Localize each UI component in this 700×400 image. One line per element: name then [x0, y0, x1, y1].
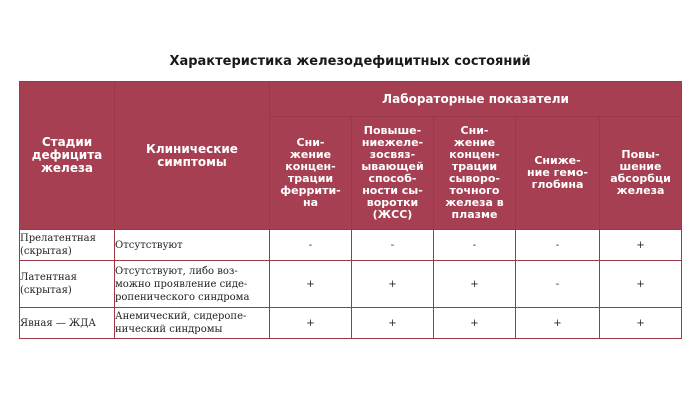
value-cell: + [516, 308, 600, 339]
stage-cell: Латентная (скрытая) [20, 261, 115, 308]
header-symptoms: Клинические симптомы [115, 82, 270, 230]
value-cell: + [352, 261, 434, 308]
header-stage: Стадии дефицита железа [20, 82, 115, 230]
table-row [20, 230, 682, 261]
value-cell: + [270, 308, 352, 339]
header-absorption: Повы- шение абсорбци железа [600, 117, 682, 230]
value-cell: - [516, 230, 600, 261]
table-row [20, 261, 682, 308]
stage-cell: Прелатентная (скрытая) [20, 230, 115, 261]
symptoms-cell: Отсутствуют [115, 230, 270, 261]
table-title: Характеристика железодефицитных состояний [169, 54, 531, 69]
value-cell: + [600, 261, 682, 308]
value-cell: + [352, 308, 434, 339]
iron-deficiency-table [19, 81, 682, 339]
symptoms-cell: Анемический, сидеропе- нический синдромы [115, 308, 270, 339]
header-lab: Лабораторные показатели [270, 82, 682, 117]
value-cell: - [434, 230, 516, 261]
symptoms-cell: Отсутствуют, либо воз- можно проявление сиде- ропенического синдрома [115, 261, 270, 308]
value-cell: + [270, 261, 352, 308]
value-cell: + [434, 261, 516, 308]
value-cell: + [434, 308, 516, 339]
value-cell: - [352, 230, 434, 261]
stage-cell: Явная — ЖДА [20, 308, 115, 339]
header-row-top [20, 82, 682, 117]
header-hemoglobin: Сниже- ние гемо- глобина [516, 117, 600, 230]
value-cell: + [600, 308, 682, 339]
value-cell: - [516, 261, 600, 308]
header-ferritin: Сни- жение концен- трации феррити- на [270, 117, 352, 230]
table-row [20, 308, 682, 339]
value-cell: + [600, 230, 682, 261]
header-serum-iron: Сни- жение концен- трации сыворо- точного железа в плазме [434, 117, 516, 230]
header-tibc: Повыше- ниежеле- зосвяз- ывающей способ- ности сы- воротки (ЖСС) [352, 117, 434, 230]
value-cell: - [270, 230, 352, 261]
